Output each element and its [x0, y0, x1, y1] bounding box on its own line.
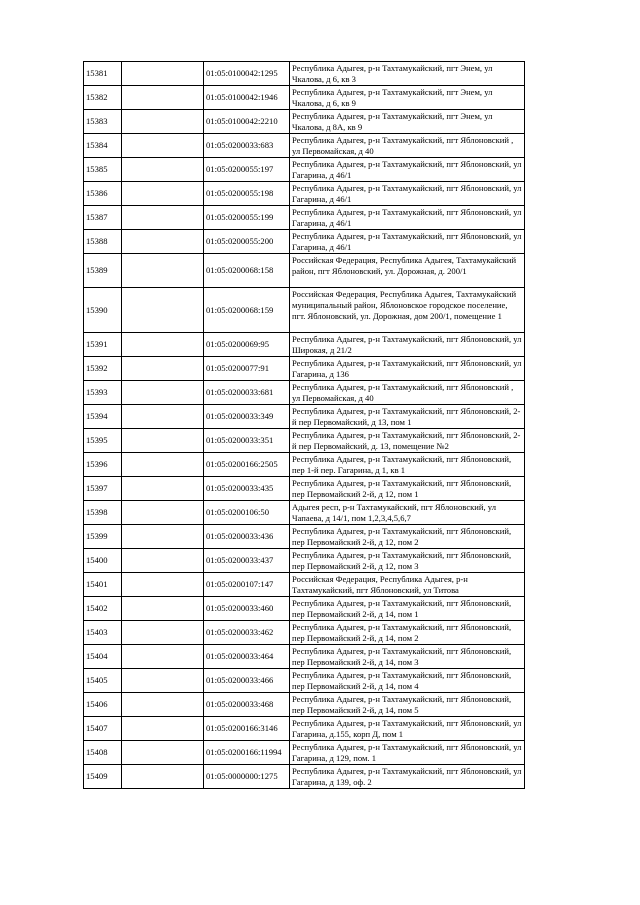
row-number-cell: 15395 — [84, 429, 122, 453]
cadastral-number-cell: 01:05:0200033:460 — [204, 597, 290, 621]
address-cell: Республика Адыгея, р-н Тахтамукайский, пгт Яблоновский, ул Гагарина, д 46/1 — [290, 206, 525, 230]
table-row — [84, 230, 525, 254]
table-row — [84, 645, 525, 669]
empty-cell — [122, 206, 204, 230]
table-row — [84, 86, 525, 110]
row-number-cell: 15390 — [84, 288, 122, 333]
empty-cell — [122, 381, 204, 405]
cadastral-number-cell: 01:05:0200106:50 — [204, 501, 290, 525]
row-number-cell: 15407 — [84, 717, 122, 741]
row-number-cell: 15401 — [84, 573, 122, 597]
row-number-cell: 15385 — [84, 158, 122, 182]
address-cell: Республика Адыгея, р-н Тахтамукайский, пгт Яблоновский, пер 1-й пер. Гагарина, д 1, кв 1 — [290, 453, 525, 477]
empty-cell — [122, 765, 204, 789]
table-row — [84, 573, 525, 597]
address-cell: Российская Федерация, Республика Адыгея, Тахтамукайский район, пгт Яблоновский, ул. Дорожная, д. 200/1 — [290, 254, 525, 288]
cadastral-number-cell: 01:05:0200033:464 — [204, 645, 290, 669]
address-cell: Республика Адыгея, р-н Тахтамукайский, пгт Яблоновский, 2-й пер Первомайский, д 13, пом 1 — [290, 405, 525, 429]
cadastral-number-cell: 01:05:0200166:3146 — [204, 717, 290, 741]
row-number-cell: 15402 — [84, 597, 122, 621]
table-row — [84, 288, 525, 333]
address-cell: Республика Адыгея, р-н Тахтамукайский, пгт Яблоновский, ул Гагарина, д.155, корп Д, пом 1 — [290, 717, 525, 741]
cadastral-number-cell: 01:05:0100042:2210 — [204, 110, 290, 134]
address-cell: Республика Адыгея, р-н Тахтамукайский, пгт Яблоновский, пер Первомайский 2-й, д 14, пом 1 — [290, 597, 525, 621]
table-row — [84, 477, 525, 501]
empty-cell — [122, 86, 204, 110]
address-cell: Республика Адыгея, р-н Тахтамукайский, пгт Яблоновский, пер Первомайский 2-й, д 12, пом 1 — [290, 477, 525, 501]
address-cell: Республика Адыгея, р-н Тахтамукайский, пгт Энем, ул Чкалова, д 8А, кв 9 — [290, 110, 525, 134]
cadastral-number-cell: 01:05:0200055:200 — [204, 230, 290, 254]
cadastral-number-cell: 01:05:0200033:466 — [204, 669, 290, 693]
address-cell: Республика Адыгея, р-н Тахтамукайский, пгт Яблоновский, пер Первомайский 2-й, д 14, пом 2 — [290, 621, 525, 645]
empty-cell — [122, 357, 204, 381]
empty-cell — [122, 110, 204, 134]
cadastral-number-cell: 01:05:0200033:436 — [204, 525, 290, 549]
table-row — [84, 669, 525, 693]
table-row — [84, 549, 525, 573]
empty-cell — [122, 429, 204, 453]
row-number-cell: 15381 — [84, 62, 122, 86]
empty-cell — [122, 134, 204, 158]
table-body — [84, 62, 525, 789]
row-number-cell: 15391 — [84, 333, 122, 357]
row-number-cell: 15408 — [84, 741, 122, 765]
empty-cell — [122, 333, 204, 357]
cadastral-number-cell: 01:05:0000000:1275 — [204, 765, 290, 789]
table-row — [84, 453, 525, 477]
cadastral-number-cell: 01:05:0100042:1946 — [204, 86, 290, 110]
empty-cell — [122, 717, 204, 741]
row-number-cell: 15397 — [84, 477, 122, 501]
cadastral-number-cell: 01:05:0200033:351 — [204, 429, 290, 453]
table-row — [84, 429, 525, 453]
empty-cell — [122, 62, 204, 86]
table-row — [84, 254, 525, 288]
table-row — [84, 62, 525, 86]
row-number-cell: 15389 — [84, 254, 122, 288]
address-cell: Республика Адыгея, р-н Тахтамукайский, пгт Яблоновский, 2-й пер Первомайский, д. 13, помещение №2 — [290, 429, 525, 453]
registry-table — [83, 61, 525, 789]
address-cell: Республика Адыгея, р-н Тахтамукайский, пгт Энем, ул Чкалова, д 6, кв 9 — [290, 86, 525, 110]
address-cell: Республика Адыгея, р-н Тахтамукайский, пгт Яблоновский, пер Первомайский 2-й, д 12, пом 2 — [290, 525, 525, 549]
table-row — [84, 717, 525, 741]
address-cell: Республика Адыгея, р-н Тахтамукайский, пгт Яблоновский, ул Широкая, д 21/2 — [290, 333, 525, 357]
row-number-cell: 15386 — [84, 182, 122, 206]
table-row — [84, 621, 525, 645]
empty-cell — [122, 477, 204, 501]
address-cell: Республика Адыгея, р-н Тахтамукайский, пгт Яблоновский, ул Гагарина, д 129, пом. 1 — [290, 741, 525, 765]
empty-cell — [122, 288, 204, 333]
empty-cell — [122, 254, 204, 288]
row-number-cell: 15382 — [84, 86, 122, 110]
address-cell: Республика Адыгея, р-н Тахтамукайский, пгт Яблоновский, ул Гагарина, д 46/1 — [290, 182, 525, 206]
table-row — [84, 405, 525, 429]
cadastral-number-cell: 01:05:0200107:147 — [204, 573, 290, 597]
empty-cell — [122, 693, 204, 717]
address-cell: Республика Адыгея, р-н Тахтамукайский, пгт Энем, ул Чкалова, д 6, кв 3 — [290, 62, 525, 86]
cadastral-number-cell: 01:05:0200068:158 — [204, 254, 290, 288]
empty-cell — [122, 621, 204, 645]
cadastral-number-cell: 01:05:0200033:437 — [204, 549, 290, 573]
empty-cell — [122, 549, 204, 573]
table-row — [84, 597, 525, 621]
empty-cell — [122, 453, 204, 477]
row-number-cell: 15399 — [84, 525, 122, 549]
row-number-cell: 15392 — [84, 357, 122, 381]
cadastral-number-cell: 01:05:0200033:349 — [204, 405, 290, 429]
row-number-cell: 15394 — [84, 405, 122, 429]
address-cell: Республика Адыгея, р-н Тахтамукайский, пгт Яблоновский, пер Первомайский 2-й, д 12, пом 3 — [290, 549, 525, 573]
cadastral-number-cell: 01:05:0100042:1295 — [204, 62, 290, 86]
address-cell: Республика Адыгея, р-н Тахтамукайский, пгт Яблоновский, ул Гагарина, д 46/1 — [290, 158, 525, 182]
table-row — [84, 381, 525, 405]
address-cell: Республика Адыгея, р-н Тахтамукайский, пгт Яблоновский, пер Первомайский 2-й, д 14, пом 5 — [290, 693, 525, 717]
address-cell: Республика Адыгея, р-н Тахтамукайский, пгт Яблоновский, ул Гагарина, д 136 — [290, 357, 525, 381]
row-number-cell: 15406 — [84, 693, 122, 717]
table-row — [84, 765, 525, 789]
empty-cell — [122, 645, 204, 669]
empty-cell — [122, 669, 204, 693]
address-cell: Адыгея респ, р-н Тахтамукайский, пгт Яблоновский, ул Чапаева, д 14/1, пом 1,2,3,4,5,6,7 — [290, 501, 525, 525]
empty-cell — [122, 597, 204, 621]
address-cell: Российская Федерация, Республика Адыгея, р-н Тахтамукайский, пгт Яблоновский, ул Титова — [290, 573, 525, 597]
row-number-cell: 15409 — [84, 765, 122, 789]
row-number-cell: 15405 — [84, 669, 122, 693]
row-number-cell: 15400 — [84, 549, 122, 573]
cadastral-number-cell: 01:05:0200166:11994 — [204, 741, 290, 765]
address-cell: Республика Адыгея, р-н Тахтамукайский, пгт Яблоновский, пер Первомайский 2-й, д 14, пом 4 — [290, 669, 525, 693]
table-row — [84, 357, 525, 381]
cadastral-number-cell: 01:05:0200068:159 — [204, 288, 290, 333]
row-number-cell: 15383 — [84, 110, 122, 134]
empty-cell — [122, 573, 204, 597]
table-row — [84, 110, 525, 134]
row-number-cell: 15398 — [84, 501, 122, 525]
empty-cell — [122, 525, 204, 549]
row-number-cell: 15403 — [84, 621, 122, 645]
cadastral-number-cell: 01:05:0200166:2505 — [204, 453, 290, 477]
cadastral-number-cell: 01:05:0200033:462 — [204, 621, 290, 645]
cadastral-number-cell: 01:05:0200055:197 — [204, 158, 290, 182]
table-row — [84, 333, 525, 357]
address-cell: Республика Адыгея, р-н Тахтамукайский, пгт Яблоновский , ул Первомайская, д 40 — [290, 134, 525, 158]
address-cell: Российская Федерация, Республика Адыгея, Тахтамукайский муниципальный район, Яблоновское городское поселение, пгт. Яблоновский, ул. Дорожная, дом 200/1, помещение 1 — [290, 288, 525, 333]
table-row — [84, 741, 525, 765]
table-row — [84, 693, 525, 717]
empty-cell — [122, 182, 204, 206]
cadastral-number-cell: 01:05:0200033:468 — [204, 693, 290, 717]
row-number-cell: 15388 — [84, 230, 122, 254]
address-cell: Республика Адыгея, р-н Тахтамукайский, пгт Яблоновский, ул Гагарина, д 139, оф. 2 — [290, 765, 525, 789]
empty-cell — [122, 501, 204, 525]
table-row — [84, 206, 525, 230]
empty-cell — [122, 230, 204, 254]
cadastral-number-cell: 01:05:0200033:435 — [204, 477, 290, 501]
row-number-cell: 15396 — [84, 453, 122, 477]
cadastral-number-cell: 01:05:0200055:199 — [204, 206, 290, 230]
cadastral-number-cell: 01:05:0200077:91 — [204, 357, 290, 381]
empty-cell — [122, 741, 204, 765]
row-number-cell: 15404 — [84, 645, 122, 669]
address-cell: Республика Адыгея, р-н Тахтамукайский, пгт Яблоновский, пер Первомайский 2-й, д 14, пом 3 — [290, 645, 525, 669]
table-row — [84, 134, 525, 158]
address-cell: Республика Адыгея, р-н Тахтамукайский, пгт Яблоновский , ул Первомайская, д 40 — [290, 381, 525, 405]
empty-cell — [122, 158, 204, 182]
row-number-cell: 15393 — [84, 381, 122, 405]
cadastral-number-cell: 01:05:0200033:683 — [204, 134, 290, 158]
cadastral-number-cell: 01:05:0200033:681 — [204, 381, 290, 405]
row-number-cell: 15384 — [84, 134, 122, 158]
empty-cell — [122, 405, 204, 429]
cadastral-number-cell: 01:05:0200069:95 — [204, 333, 290, 357]
address-cell: Республика Адыгея, р-н Тахтамукайский, пгт Яблоновский, ул Гагарина, д 46/1 — [290, 230, 525, 254]
table-row — [84, 182, 525, 206]
row-number-cell: 15387 — [84, 206, 122, 230]
table-row — [84, 158, 525, 182]
table-row — [84, 525, 525, 549]
cadastral-number-cell: 01:05:0200055:198 — [204, 182, 290, 206]
table-row — [84, 501, 525, 525]
